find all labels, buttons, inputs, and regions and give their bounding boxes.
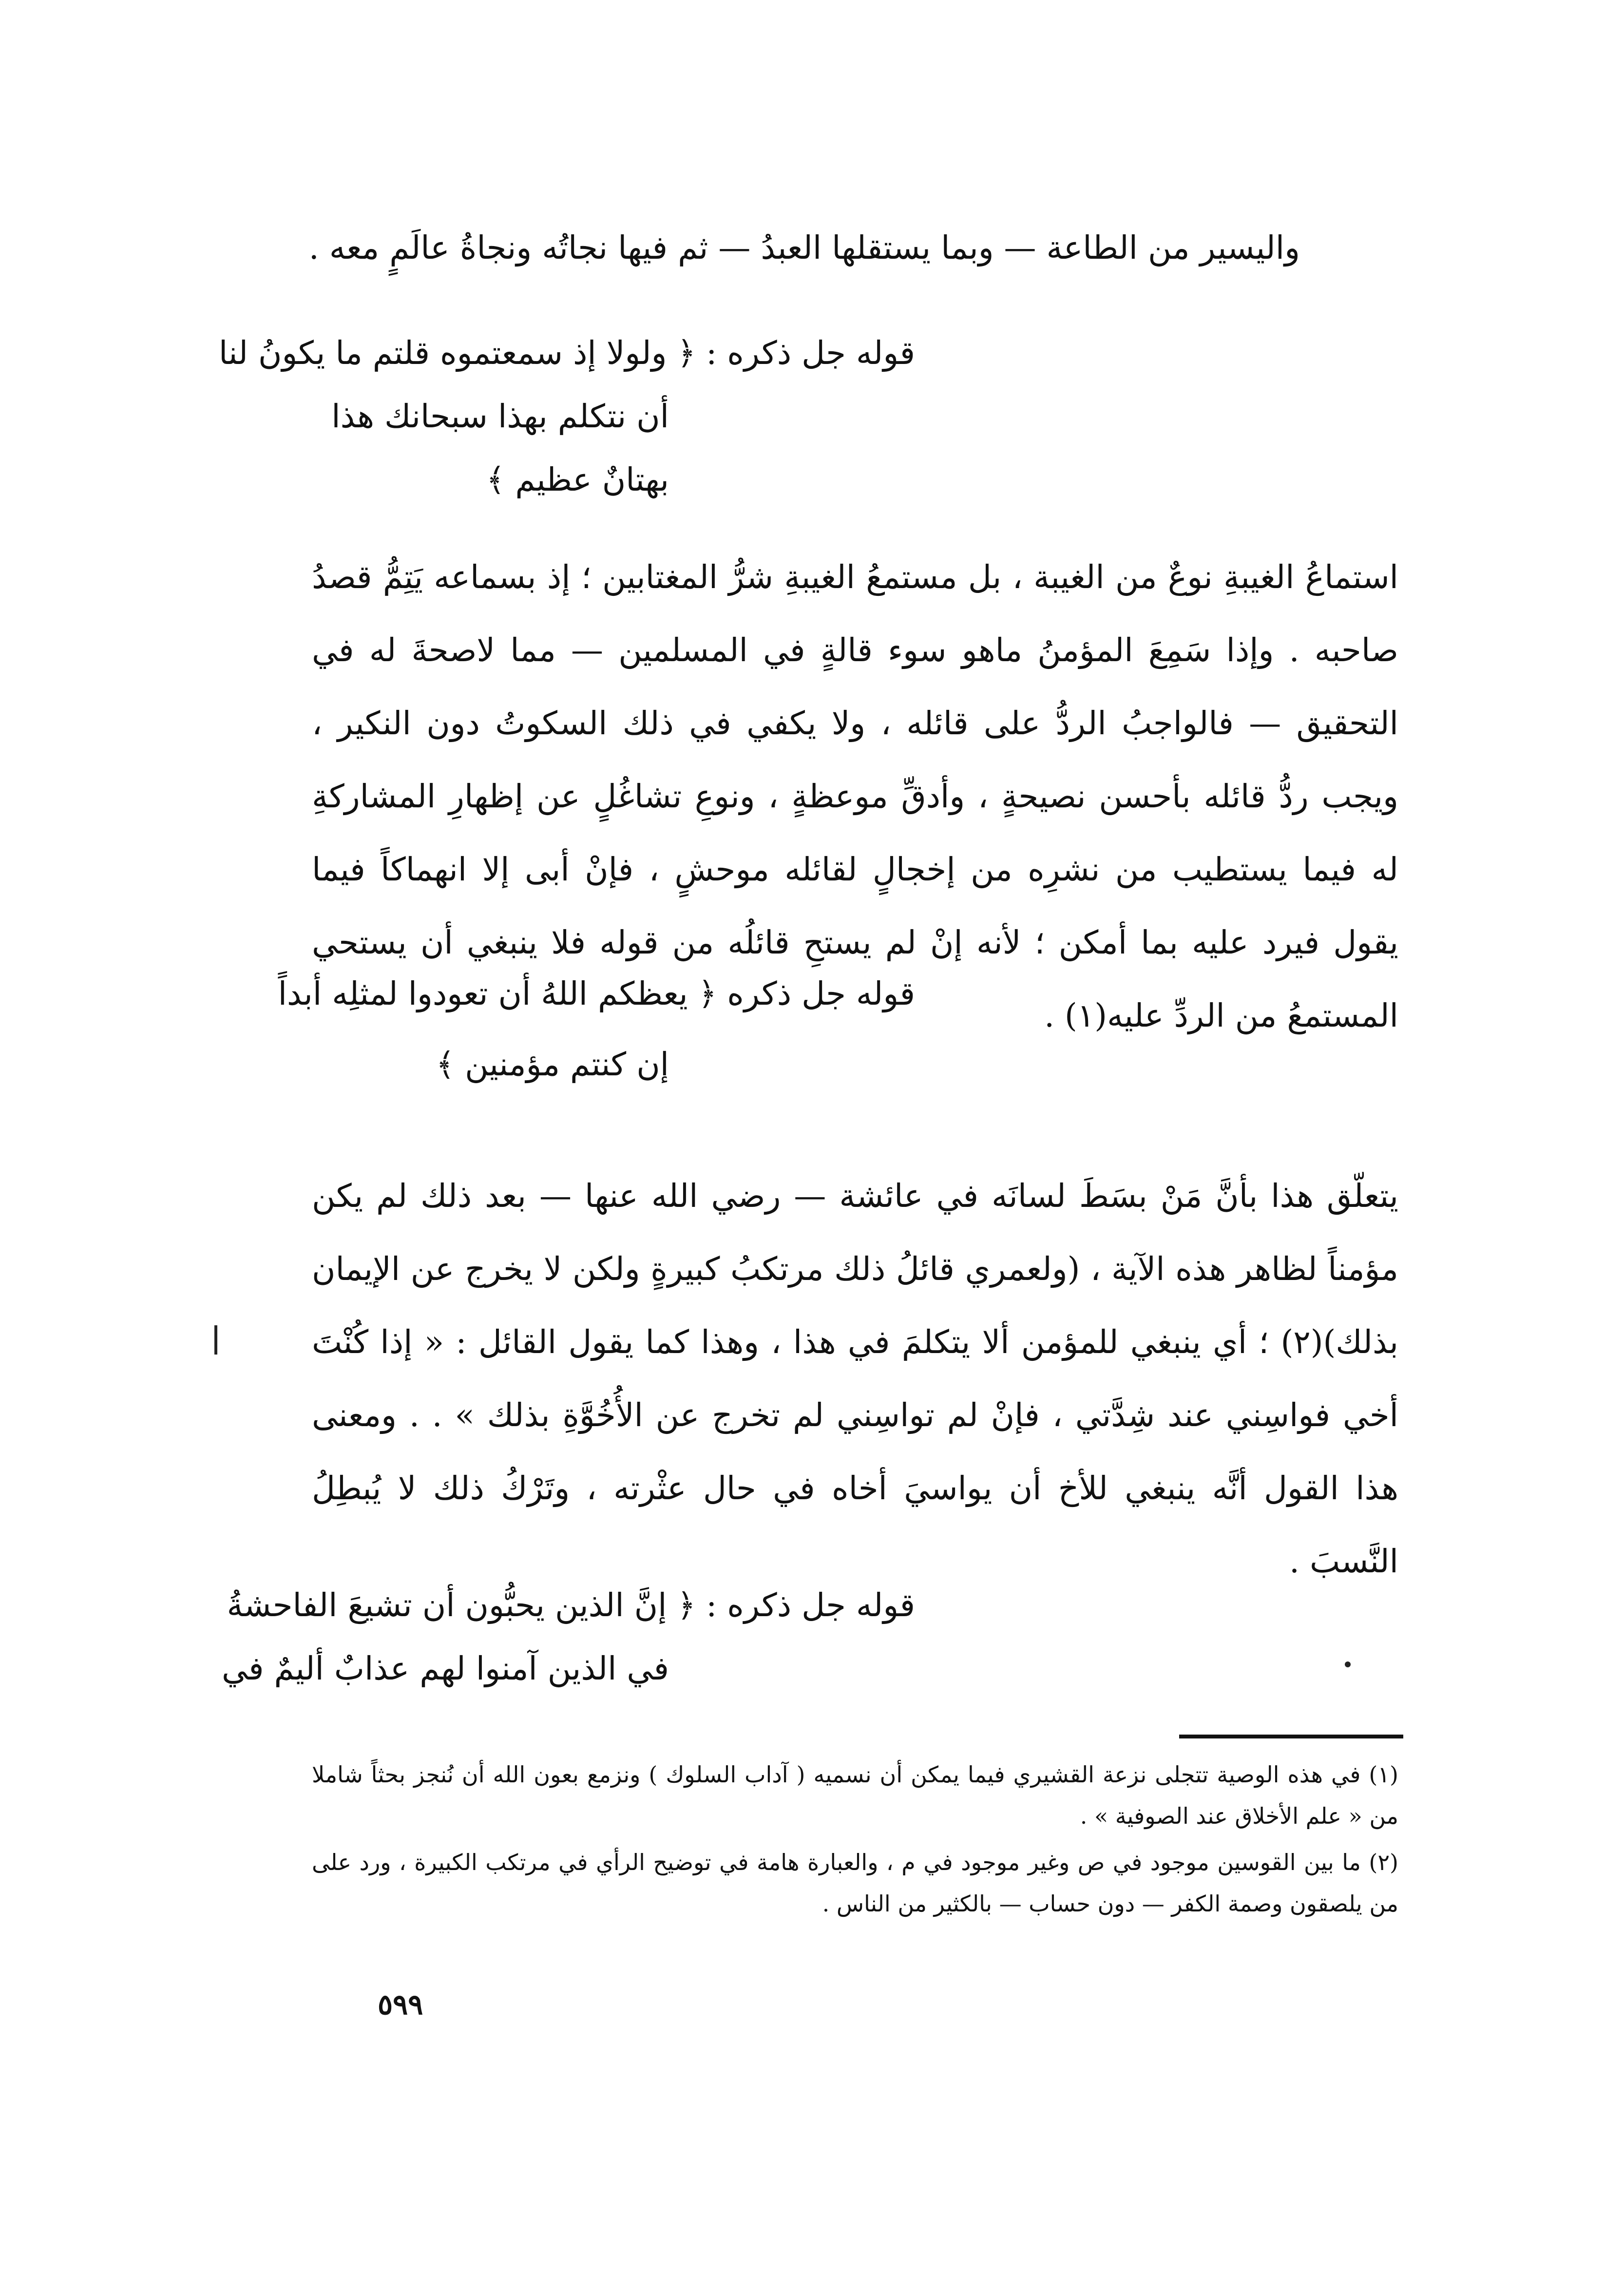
verse1-line3: بهتانٌ عظيم ﴾: [486, 461, 669, 498]
margin-mark: [214, 1325, 217, 1355]
page-number: ٥٩٩: [378, 1988, 423, 2021]
verse2-line2: إن كنتم مؤمنين ﴾: [436, 1046, 669, 1083]
verse3-line2: في الذين آمنوا لهم عذابٌ أليمٌ في: [222, 1650, 669, 1687]
intro-line: واليسير من الطاعة — وبما يستقلها العبدُ — ثم فيها نجاتُه ونجاةُ عالَمٍ معه .: [308, 229, 1300, 267]
verse3-line1: قوله جل ذكره : ﴿ إنَّ الذين يحبُّون أن تشيعَ الفاحشةُ: [227, 1586, 915, 1624]
footnotes: [312, 1754, 1398, 1925]
verse1-line2: أن نتكلم بهذا سبحانك هذا: [331, 398, 669, 435]
verse2-line1: قوله جل ذكره ﴿ يعظكم اللهُ أن تعودوا لمثلِه أبداً: [278, 975, 915, 1012]
footnote-separator: [1179, 1735, 1403, 1738]
paragraph-2: يتعلّق هذا بأنَّ مَنْ بسَطَ لسانَه في عائشة — رضي الله عنها — بعد ذلك لم يكن مؤمناً لظاهر هذه الآية ، (ولعمري قائلُ ذلك مرتكبُ كبيرةٍ ولكن لا يخرج عن الإيمان بذلك)(٢) ؛ أي ينبغي للمؤمن ألا يتكلمَ في هذا ، وهذا كما يقول القائل : « إذا كُنْتَ أخي فواسِني عند شِدَّتي ، فإنْ لم تواسِني لم تخرج عن الأُخُوَّةِ بذلك » . . ومعنى هذا القول أنَّه ينبغي للأخ أن يواسيَ أخاه في حال عثْرته ، وتَرْكُ ذلك لا يُبطِلُ النَّسبَ .: [312, 1177, 1398, 1580]
footnote-1: (١) في هذه الوصية تتجلى نزعة القشيري فيما يمكن أن نسميه ( آداب السلوك ) ونزمع بعون الله أن نُنجز بحثاً شاملا من « علم الأخلاق عند الصوفية » .: [312, 1761, 1398, 1829]
footnote-2: (٢) ما بين القوسين موجود في ص وغير موجود في م ، والعبارة هامة في توضيح الرأي في مرتكب الكبيرة ، ورد على من يلصقون وصمة الكفر — دون حساب — بالكثير من الناس .: [312, 1849, 1398, 1917]
paragraph-1: استماعُ الغيبةِ نوعٌ من الغيبة ، بل مستمعُ الغيبةِ شرُّ المغتابين ؛ إذ بسماعه يَتِمُّ قصدُ صاحبه . وإذا سَمِعَ المؤمنُ ماهو سوء قالةٍ في المسلمين — مما لاصحةَ له في التحقيق — فالواجبُ الردُّ على قائله ، ولا يكفي في ذلك السكوتُ دون النكير ، ويجب ردُّ قائله بأحسن نصيحةٍ ، وأدقِّ موعظةٍ ، ونوعِ تشاغُلٍ عن إظهارِ المشاركةِ له فيما يستطيب من نشرِه من إخجالٍ لقائله موحشٍ ، فإنْ أبى إلا انهماكاً فيما يقول فيرد عليه بما أمكن ؛ لأنه إنْ لم يستحِ قائلُه من قوله فلا ينبغي أن يستحي المستمعُ من الردِّ عليه(١) .: [312, 558, 1398, 1034]
verse1-line1: قوله جل ذكره : ﴿ ولولا إذ سمعتموه قلتم ما يكونُ لنا: [218, 334, 915, 372]
stray-dot: [1345, 1661, 1351, 1667]
